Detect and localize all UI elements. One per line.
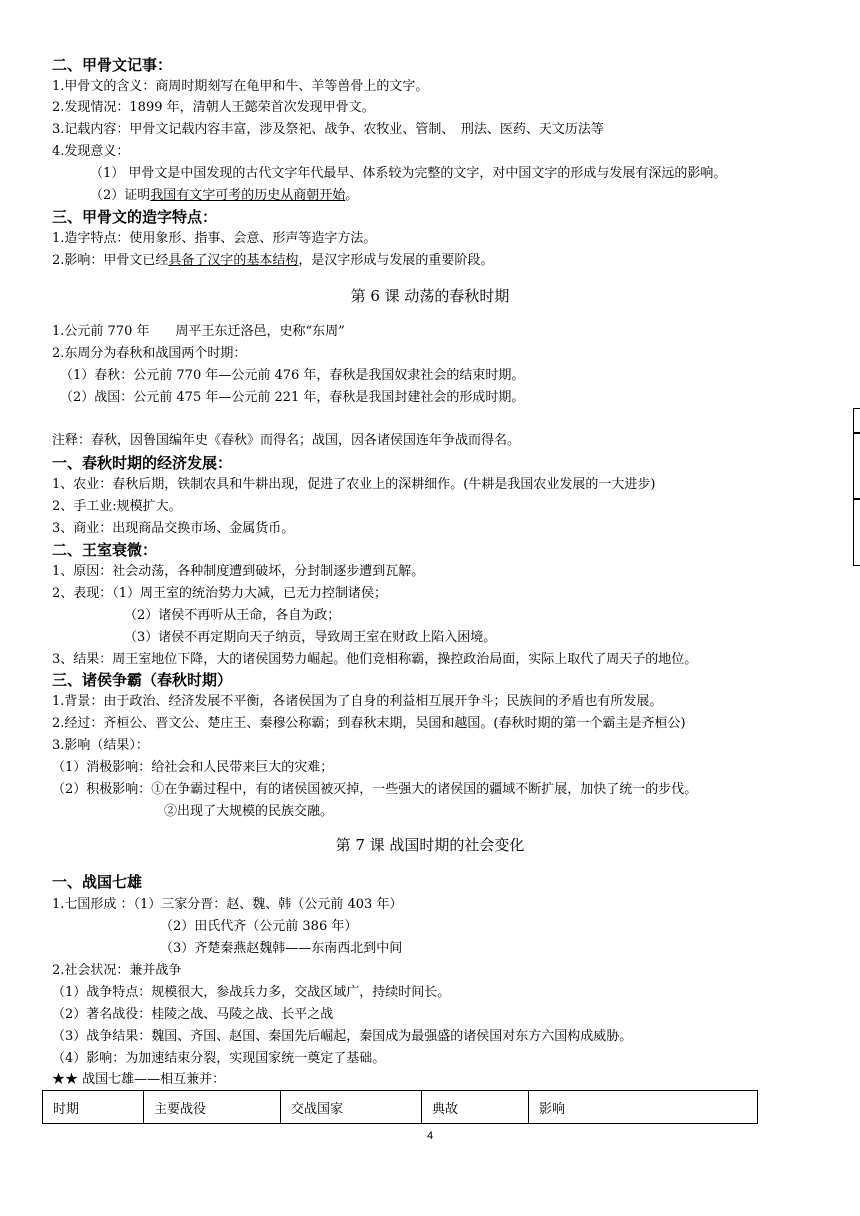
text-line: 2.影响：甲骨文已经具备了汉字的基本结构，是汉字形成与发展的重要阶段。 <box>52 253 494 268</box>
text-line: 2、手工业:规模扩大。 <box>52 499 182 514</box>
text-line: （2）田氏代齐（公元前 386 年） <box>160 919 358 934</box>
section-heading: 一、战国七雄 <box>52 873 143 891</box>
table-header-cell: 主要战役 <box>144 1091 281 1124</box>
table-header-cell: 典故 <box>422 1091 529 1124</box>
table-header-cell: 影响 <box>529 1091 758 1124</box>
text-line: 2.发现情况：1899 年，清朝人王懿荣首次发现甲骨文。 <box>52 100 375 115</box>
text-line: （2）诸侯不再听从王命，各自为政； <box>124 608 341 623</box>
cut-off-table-edge <box>853 498 860 566</box>
text-line: 3.影响（结果）： <box>52 738 149 753</box>
table-header-cell: 交战国家 <box>281 1091 422 1124</box>
section-heading: 一、春秋时期的经济发展： <box>52 454 233 472</box>
text-line: （3）齐楚秦燕赵魏韩——东南西北到中间 <box>160 941 403 956</box>
cut-off-table-edge <box>853 408 860 434</box>
text-line: 2.社会状况：兼并战争 <box>52 963 182 978</box>
text-line: （1）春秋：公元前 770 年—公元前 476 年，春秋是我国奴隶社会的结束时期。 <box>60 368 525 383</box>
text-line: 1.公元前 770 年 周平王东迁洛邑，史称“东周” <box>52 324 345 339</box>
text-line: 1、农业：春秋后期，铁制农具和牛耕出现，促进了农业上的深耕细作。(牛耕是我国农业发展的一大进步) <box>52 477 656 492</box>
text-line: （1）战争特点：规模很大，参战兵力多，交战区域广，持续时间长。 <box>52 985 451 1000</box>
table-header-row <box>43 1091 758 1124</box>
text-line: 3.记载内容：甲骨文记载内容丰富，涉及祭祀、战争、农牧业、管制、 刑法、医药、天文历法等 <box>52 122 604 137</box>
text-line: 2、表现：（1）周王室的统治势力大减，已无力控制诸侯； <box>52 586 388 601</box>
text-line: （3）战争结果：魏国、齐国、赵国、秦国先后崛起，秦国成为最强盛的诸侯国对东方六国构成威胁。 <box>52 1029 633 1044</box>
text-line: 3、结果：周王室地位下降，大的诸侯国势力崛起。他们竞相称霸，操控政治局面，实际上取代了周天子的地位。 <box>52 652 698 667</box>
text-line: （2）著名战役：桂陵之战、马陵之战、长平之战 <box>52 1007 334 1022</box>
text-line: 注释：春秋，因鲁国编年史《春秋》而得名；战国，因各诸侯国连年争战而得名。 <box>52 433 521 448</box>
text-line: （1） 甲骨文是中国发现的古代文字年代最早、体系较为完整的文字，对中国文字的形成与发展有深远的影响。 <box>90 166 727 181</box>
section-heading: 三、诸侯争霸（春秋时期） <box>52 671 233 689</box>
text-line: 2.经过：齐桓公、晋文公、楚庄王、秦穆公称霸；到春秋末期，吴国和越国。(春秋时期的第一个霸主是齐桓公) <box>52 716 686 731</box>
lesson-title: 第 7 课 战国时期的社会变化 <box>335 836 525 854</box>
text-line: （3）诸侯不再定期向天子纳贡，导致周王室在财政上陷入困境。 <box>124 630 497 645</box>
text-line: 1.造字特点：使用象形、指事、会意、形声等造字方法。 <box>52 231 377 246</box>
text-line: 1、原因：社会动荡，各种制度遭到破坏，分封制逐步遭到瓦解。 <box>52 564 425 579</box>
text-line: 1.甲骨文的含义：商周时期刻写在龟甲和牛、羊等兽骨上的文字。 <box>52 79 429 94</box>
cut-off-table-edge <box>853 432 860 500</box>
text-line: （2）战国：公元前 475 年—公元前 221 年，春秋是我国封建社会的形成时期。 <box>60 390 525 405</box>
text-line: ②出现了大规模的民族交融。 <box>164 804 334 819</box>
text-line: ★★ 战国七雄——相互兼并： <box>52 1072 226 1087</box>
text-line: 4.发现意义： <box>52 144 130 159</box>
section-heading: 三、甲骨文的造字特点： <box>52 208 218 226</box>
table-header-cell: 时期 <box>43 1091 144 1124</box>
text-line: 3、商业：出现商品交换市场、金属货币。 <box>52 521 295 536</box>
text-line: （4）影响：为加速结束分裂，实现国家统一奠定了基础。 <box>52 1051 386 1066</box>
war-table <box>42 1090 758 1124</box>
lesson-title: 第 6 课 动荡的春秋时期 <box>350 287 510 305</box>
text-line: 1.七国形成 ：（1）三家分晋：赵、魏、韩（公元前 403 年） <box>52 897 403 912</box>
text-line: 2.东周分为春秋和战国两个时期： <box>52 346 247 361</box>
text-line: （1）消极影响：给社会和人民带来巨大的灾难； <box>52 760 334 775</box>
section-heading: 二、王室衰微： <box>52 541 158 559</box>
text-line: （2）积极影响：①在争霸过程中，有的诸侯国被灭掉，一些强大的诸侯国的疆域不断扩展，加快了统一的步伐。 <box>52 782 698 797</box>
text-line: （2）证明我国有文字可考的历史从商朝开始。 <box>90 188 359 203</box>
section-heading: 二、甲骨文记事： <box>52 56 173 74</box>
page-number: 4 <box>426 1130 434 1142</box>
text-line: 1.背景：由于政治、经济发展不平衡，各诸侯国为了自身的利益相互展开争斗；民族间的矛盾也有所发展。 <box>52 694 663 709</box>
